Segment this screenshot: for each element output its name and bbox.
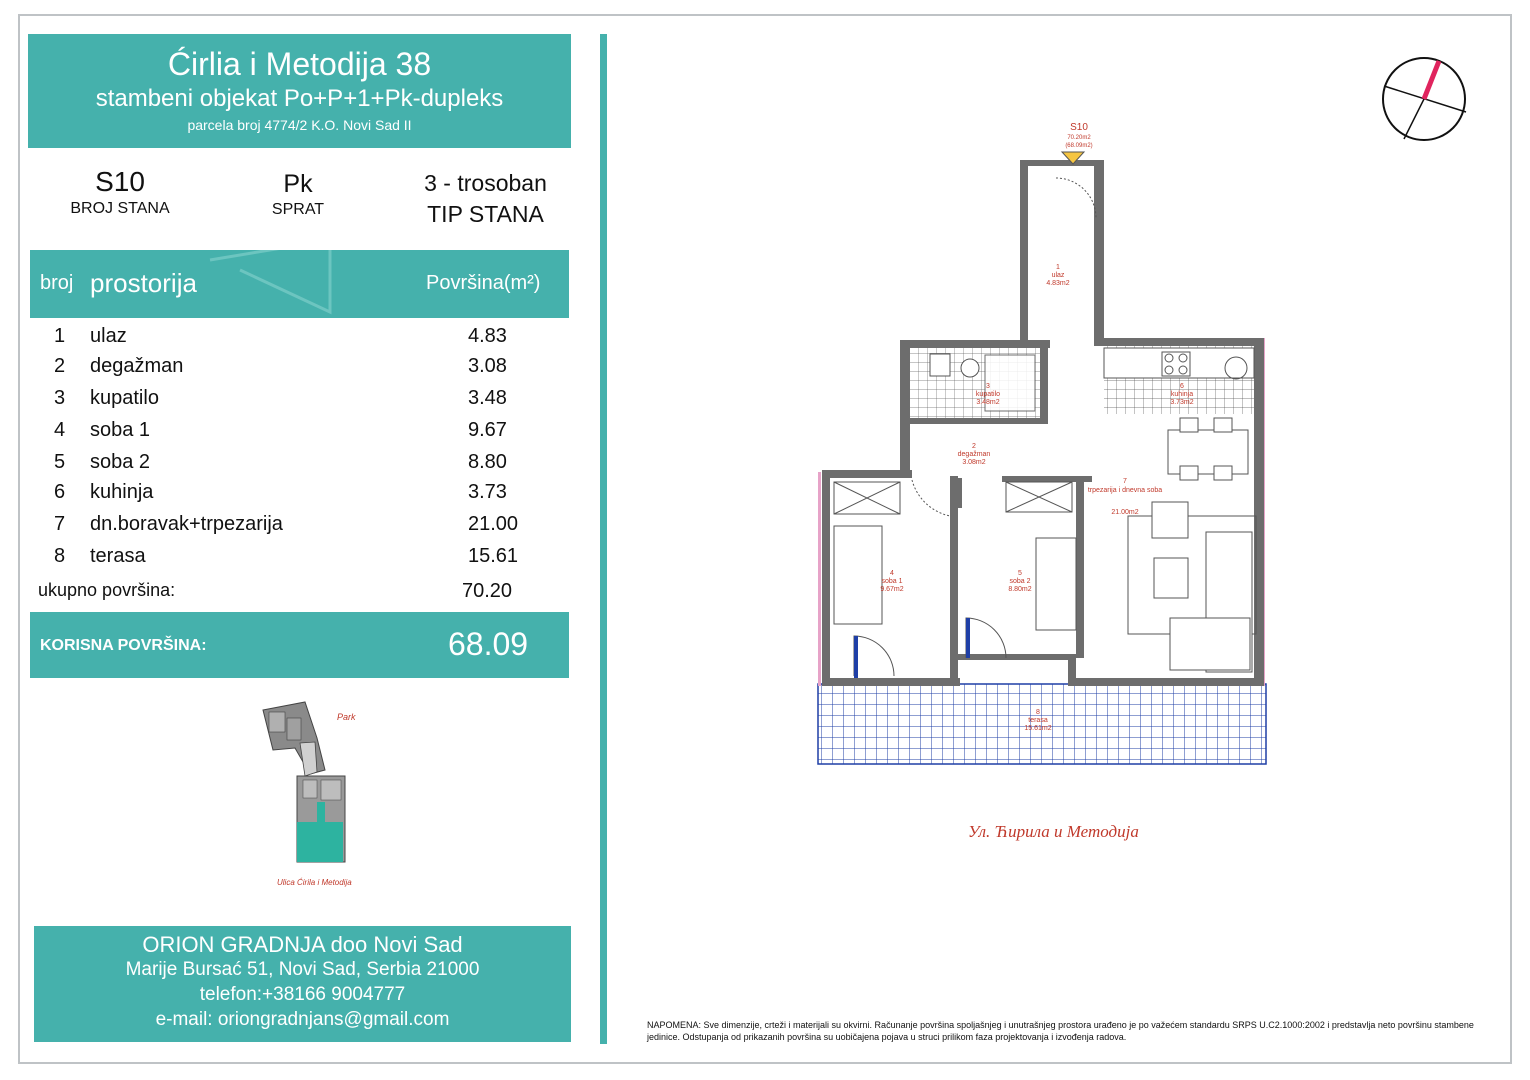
plan-room-name: kupatilo [975,391,1001,398]
total-area-value: 70.20 [462,580,513,602]
room-number: 1 [54,325,66,347]
apartment-number: S10 [95,166,145,197]
room-table-header [30,250,569,318]
company-address: Marije Bursać 51, Novi Sad, Serbia 21000 [125,959,480,980]
plan-room-num: 6 [1180,383,1184,390]
table-row [30,513,569,543]
room-area: 9.67 [468,419,507,441]
site-street-label: Ulica Ćirila i Metodija [277,878,352,887]
plan-unit-area: 70.20m2 [1067,135,1091,141]
plan-unit-net: (68.09m2) [1065,143,1093,149]
company-footer [34,926,571,1042]
room-number: 2 [54,355,66,377]
plan-room-name: degažman [957,451,991,458]
project-subtitle: stambeni objekat Po+P+1+Pk-dupleks [95,85,504,112]
plan-room-area: 21.00m2 [1111,509,1139,516]
plan-room-num: 3 [986,383,990,390]
north-compass-icon [1380,56,1470,146]
parcel-info: parcela broj 4774/2 K.O. Novi Sad II [187,117,412,133]
col-area-header: Površina(m²) [426,272,541,294]
plan-room-name: terasa [1028,717,1048,724]
street-label: Ул. Ћирила и Методија [968,822,1139,841]
plan-room-area: 8.80m2 [1008,586,1032,593]
room-name: kupatilo [90,387,159,409]
plan-room-num: 7 [1123,478,1127,485]
apartment-type: 3 - trosoban [424,170,547,196]
room-name: terasa [90,545,146,567]
usable-area-label: KORISNA POVRŠINA: [40,637,207,654]
plan-room-area: 3.73m2 [1170,399,1194,406]
plan-room-name: soba 1 [881,578,903,585]
room-number: 5 [54,451,66,473]
plan-room-area: 3.48m2 [976,399,1000,406]
room-number: 3 [54,387,66,409]
terrace-grid [818,684,1266,764]
room-area: 8.80 [468,451,507,473]
col-room-header: prostorija [90,268,197,298]
total-area-label: ukupno površina: [38,580,176,600]
project-title: Ćirlia i Metodija 38 [167,46,432,82]
park-label: Park [337,712,356,722]
room-number: 6 [54,481,66,503]
plan-room-name: ulaz [1051,272,1065,279]
col-number-header: broj [40,272,74,294]
plan-room-num: 5 [1018,570,1022,577]
room-name: soba 1 [90,419,151,441]
plan-room-area: 9.67m2 [880,586,904,593]
plan-room-name: kuhinja [1170,391,1194,398]
company-email: e-mail: oriongradnjans@gmail.com [155,1009,450,1030]
room-area: 3.48 [468,387,507,409]
plan-room-num: 1 [1056,264,1060,271]
plan-room-area: 15.61m2 [1024,725,1052,732]
plan-room-name: soba 2 [1009,578,1031,585]
room-name: kuhinja [90,481,154,503]
apartment-type-label: TIP STANA [427,201,544,227]
company-phone: telefon:+38166 9004777 [199,984,406,1005]
room-area: 15.61 [468,545,519,567]
room-name: soba 2 [90,451,151,473]
table-row [30,481,569,511]
plan-room-area: 3.08m2 [962,459,986,466]
room-number: 7 [54,513,66,535]
room-name: degažman [90,355,184,377]
total-area-row [30,578,569,608]
plan-room-name: trpezarija i dnevna soba [1087,487,1163,494]
room-area: 3.08 [468,355,507,377]
project-header [28,34,571,148]
room-area: 4.83 [468,325,507,347]
site-plan-thumbnail [255,698,375,893]
company-name: ORION GRADNJA doo Novi Sad [142,932,463,957]
room-number: 4 [54,419,66,441]
room-name: dn.boravak+trpezarija [90,513,283,535]
table-row [30,419,569,449]
apartment-number-label: BROJ STANA [70,200,170,217]
table-row [30,545,569,575]
plan-unit-tag: S10 [1070,122,1088,133]
table-row [30,451,569,481]
apartment-info [28,162,571,242]
room-number: 8 [54,545,66,567]
vertical-divider [600,34,607,1044]
floor-label: SPRAT [271,201,325,218]
table-row [30,355,569,385]
plan-room-num: 2 [972,443,976,450]
room-area: 3.73 [468,481,507,503]
usable-area-bar [30,612,569,678]
plan-room-num: 8 [1036,709,1040,716]
floor-plan [810,110,1280,770]
table-row [30,387,569,417]
plan-room-num: 4 [890,570,894,577]
disclaimer-note: NAPOMENA: Sve dimenzije, crteži i materijali su okvirni. Računanje površina spoljašnjeg i unutrašnjeg prostora urađeno je po važećem standardu SRPS U.C2.1000:2002 i predstavlja neto površinu stambene jedinice. Odstupanja od prikazanih površina su uobičajena pojava u struci prilikom faza projektovanja i izvođenja radova. [647,1020,1474,1042]
floor-value: Pk [283,170,313,198]
room-area: 21.00 [468,513,519,535]
plan-room-area: 4.83m2 [1046,280,1070,287]
usable-area-value: 68.09 [448,626,529,662]
table-row [30,325,569,355]
room-name: ulaz [90,325,127,347]
